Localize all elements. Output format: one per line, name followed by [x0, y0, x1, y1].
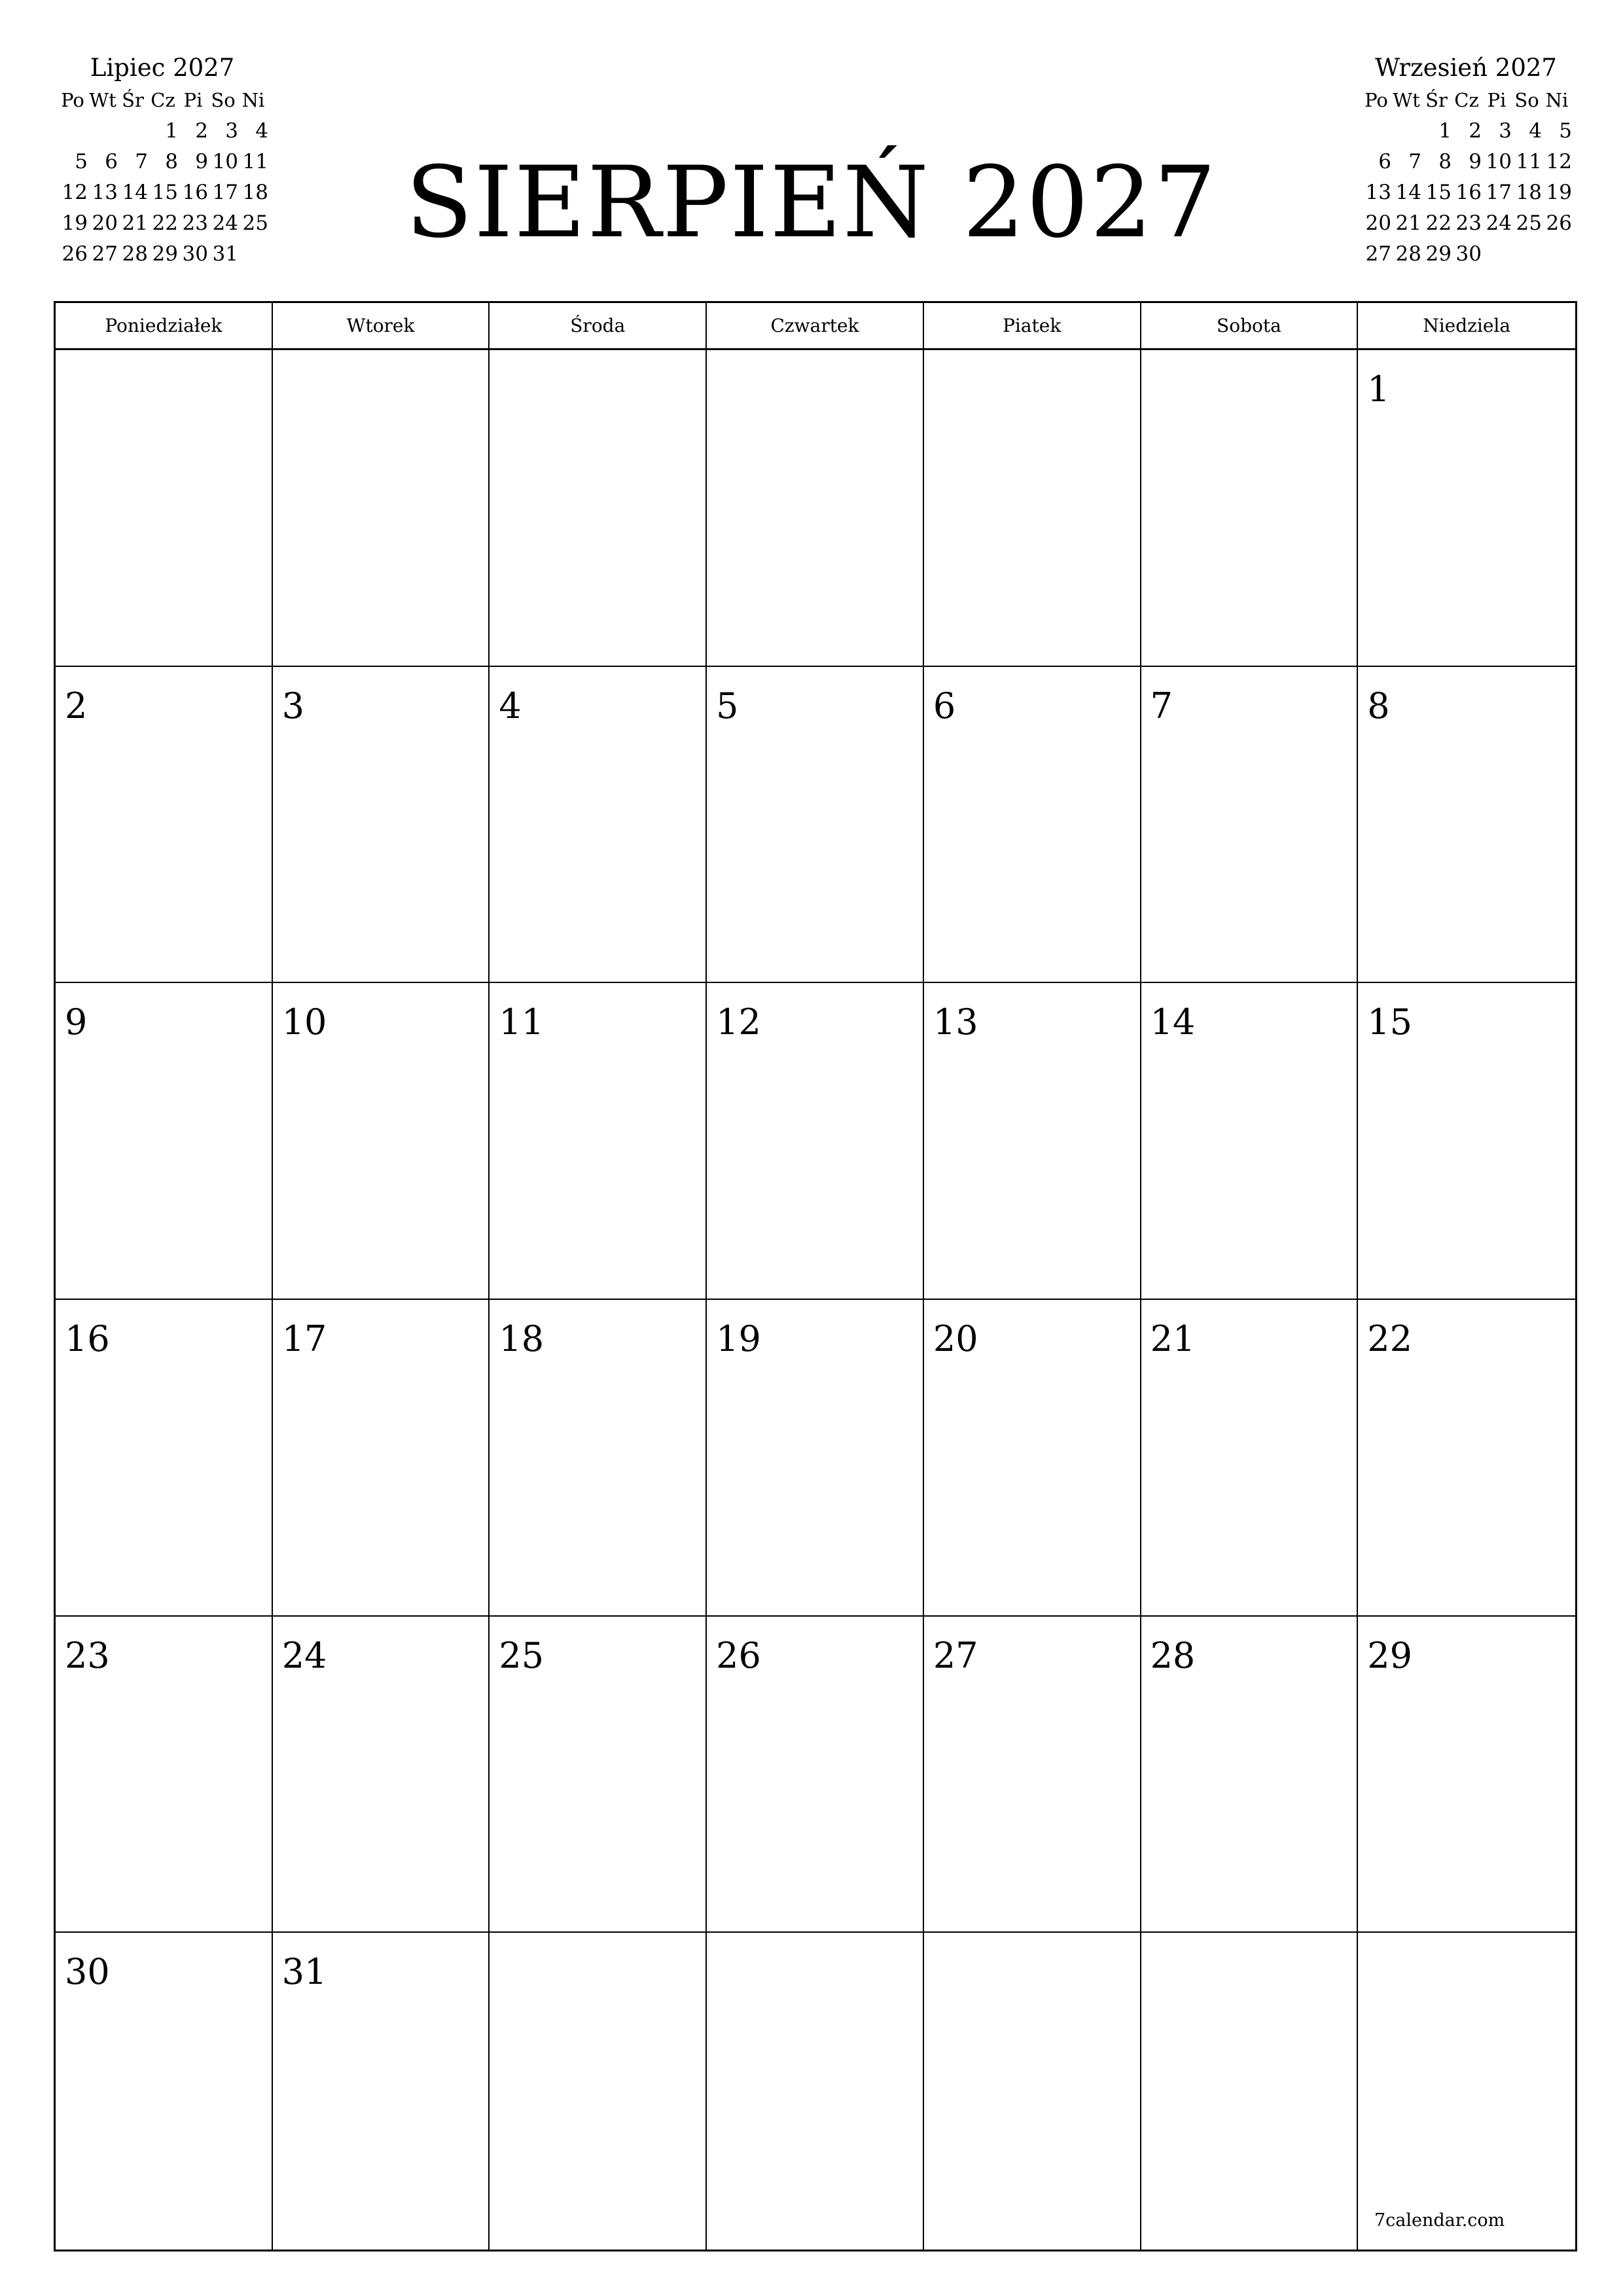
mini-day: 11	[1516, 150, 1542, 173]
mini-day: 23	[182, 211, 208, 235]
day-cell	[56, 667, 273, 984]
day-number: 1	[1367, 368, 1390, 410]
mini-day: 3	[225, 119, 238, 143]
day-cell	[924, 350, 1141, 667]
day-cell	[56, 350, 273, 667]
mini-day: 2	[195, 119, 208, 143]
day-number: 6	[933, 685, 956, 726]
mini-day: 29	[152, 242, 178, 266]
day-cell	[490, 1300, 707, 1617]
mini-day: 20	[92, 211, 118, 235]
day-cell	[1141, 350, 1359, 667]
weekday-header: Sobota	[1141, 303, 1359, 348]
mini-day: 19	[62, 211, 88, 235]
weekday-header: Wtorek	[273, 303, 490, 348]
weekday-header: Poniedziałek	[56, 303, 273, 348]
day-number: 17	[281, 1318, 327, 1359]
day-cell	[273, 1300, 490, 1617]
mini-day: 20	[1365, 211, 1391, 235]
page-title: SIERPIEŃ 2027	[405, 146, 1218, 260]
day-cell	[273, 1933, 490, 2250]
day-cell	[1358, 983, 1575, 1300]
mini-day: 6	[1378, 150, 1391, 173]
mini-weekday: Ni	[1545, 89, 1569, 111]
day-number: 21	[1150, 1318, 1196, 1359]
day-cell	[1141, 1933, 1359, 2250]
day-cell	[707, 667, 924, 984]
mini-weekday: Cz	[1454, 89, 1479, 111]
day-cell	[56, 1300, 273, 1617]
mini-day: 27	[92, 242, 118, 266]
mini-day: 1	[1438, 119, 1452, 143]
mini-weekday: Śr	[122, 89, 144, 111]
day-cell	[924, 1933, 1141, 2250]
day-cell	[924, 983, 1141, 1300]
mini-day: 30	[182, 242, 208, 266]
day-cell	[273, 1617, 490, 1933]
mini-day: 2	[1469, 119, 1482, 143]
mini-day: 1	[165, 119, 178, 143]
mini-weekday: Wt	[1393, 89, 1420, 111]
mini-day: 17	[1486, 181, 1512, 204]
mini-day: 30	[1455, 242, 1482, 266]
day-number: 7	[1150, 685, 1173, 726]
mini-day: 9	[195, 150, 208, 173]
mini-day: 26	[1546, 211, 1572, 235]
day-cell	[707, 983, 924, 1300]
day-cell	[273, 983, 490, 1300]
mini-day: 17	[212, 181, 238, 204]
mini-weekday: Śr	[1425, 89, 1448, 111]
mini-day: 28	[1395, 242, 1421, 266]
mini-day: 11	[242, 150, 268, 173]
day-number: 25	[499, 1634, 544, 1676]
day-cell	[1358, 1617, 1575, 1933]
weekday-header: Czwartek	[707, 303, 924, 348]
day-number: 8	[1367, 685, 1390, 726]
day-cell	[490, 983, 707, 1300]
mini-day: 18	[242, 181, 268, 204]
day-number: 23	[65, 1634, 110, 1676]
mini-day: 5	[1559, 119, 1572, 143]
day-number: 14	[1150, 1001, 1196, 1043]
mini-day: 7	[135, 150, 148, 173]
mini-day: 10	[212, 150, 238, 173]
mini-day: 9	[1469, 150, 1482, 173]
day-cell	[273, 350, 490, 667]
day-number: 27	[933, 1634, 978, 1676]
day-number: 3	[281, 685, 305, 726]
day-cell	[707, 1933, 924, 2250]
day-number: 29	[1367, 1634, 1412, 1676]
day-cell	[1358, 350, 1575, 667]
day-cell	[56, 1933, 273, 2250]
mini-day: 5	[75, 150, 88, 173]
mini-weekday: So	[211, 89, 236, 111]
mini-day: 24	[212, 211, 238, 235]
day-cell	[1141, 983, 1359, 1300]
mini-day: 22	[152, 211, 178, 235]
mini-day: 27	[1365, 242, 1391, 266]
mini-day: 13	[92, 181, 118, 204]
mini-calendar-title: Wrzesień 2027	[1375, 54, 1557, 82]
day-number: 11	[499, 1001, 544, 1043]
mini-day: 10	[1486, 150, 1512, 173]
mini-day: 3	[1499, 119, 1512, 143]
mini-day: 15	[152, 181, 178, 204]
month-calendar	[54, 301, 1577, 2251]
day-number: 19	[716, 1318, 761, 1359]
mini-day: 31	[212, 242, 238, 266]
day-number: 2	[65, 685, 88, 726]
day-cell	[1141, 1617, 1359, 1933]
day-cell	[273, 667, 490, 984]
mini-day: 26	[62, 242, 88, 266]
day-number: 16	[65, 1318, 110, 1359]
mini-weekday: Cz	[151, 89, 175, 111]
day-cell	[924, 1300, 1141, 1617]
weekday-header: Niedziela	[1423, 315, 1511, 336]
day-cell	[924, 1617, 1141, 1933]
mini-weekday: Pi	[1487, 89, 1507, 111]
mini-day: 16	[182, 181, 208, 204]
mini-day: 23	[1455, 211, 1482, 235]
day-number: 12	[716, 1001, 761, 1043]
mini-day: 7	[1408, 150, 1421, 173]
day-number: 26	[716, 1634, 761, 1676]
day-cell	[1141, 667, 1359, 984]
day-number: 10	[281, 1001, 327, 1043]
mini-day: 6	[105, 150, 118, 173]
day-number: 20	[933, 1318, 978, 1359]
mini-day: 24	[1486, 211, 1512, 235]
day-cell	[56, 983, 273, 1300]
day-number: 22	[1367, 1318, 1412, 1359]
mini-calendar-title: Lipiec 2027	[90, 54, 235, 82]
mini-weekday: Ni	[241, 89, 265, 111]
mini-day: 18	[1516, 181, 1542, 204]
weekday-header: Środa	[490, 303, 707, 348]
site-credit: 7calendar.com	[1374, 2210, 1505, 2231]
day-number: 30	[65, 1951, 110, 1993]
mini-day: 21	[122, 211, 148, 235]
day-cell	[707, 1300, 924, 1617]
day-cell	[1358, 667, 1575, 984]
day-number: 9	[65, 1001, 88, 1043]
day-cell	[707, 1617, 924, 1933]
mini-day: 16	[1455, 181, 1482, 204]
mini-weekday: Po	[1364, 89, 1388, 111]
mini-weekday: Pi	[183, 89, 203, 111]
day-number: 4	[499, 685, 522, 726]
mini-day: 12	[62, 181, 88, 204]
weekday-header: Piatek	[924, 303, 1141, 348]
mini-day: 29	[1425, 242, 1452, 266]
day-grid	[56, 350, 1575, 2250]
mini-day: 4	[255, 119, 268, 143]
day-cell	[1141, 1300, 1359, 1617]
mini-day: 22	[1425, 211, 1452, 235]
mini-weekday: Wt	[89, 89, 116, 111]
mini-day: 8	[165, 150, 178, 173]
day-cell	[1358, 1933, 1575, 2250]
mini-day: 4	[1529, 119, 1542, 143]
mini-day: 14	[122, 181, 148, 204]
mini-day: 14	[1395, 181, 1421, 204]
mini-day: 12	[1546, 150, 1572, 173]
mini-day: 21	[1395, 211, 1421, 235]
day-cell	[490, 1933, 707, 2250]
day-cell	[490, 1617, 707, 1933]
day-cell	[707, 350, 924, 667]
day-number: 24	[281, 1634, 327, 1676]
day-number: 31	[281, 1951, 327, 1993]
mini-day: 25	[242, 211, 268, 235]
day-number: 13	[933, 1001, 978, 1043]
mini-day: 19	[1546, 181, 1572, 204]
weekday-header-row	[56, 303, 1575, 350]
mini-day: 13	[1365, 181, 1391, 204]
day-cell	[1358, 1300, 1575, 1617]
mini-day: 25	[1516, 211, 1542, 235]
day-cell	[490, 667, 707, 984]
day-number: 18	[499, 1318, 544, 1359]
day-cell	[924, 667, 1141, 984]
day-number: 15	[1367, 1001, 1412, 1043]
mini-day: 28	[122, 242, 148, 266]
day-number: 5	[716, 685, 739, 726]
day-number: 28	[1150, 1634, 1196, 1676]
mini-day: 8	[1438, 150, 1452, 173]
day-cell	[56, 1617, 273, 1933]
day-cell	[490, 350, 707, 667]
mini-day: 15	[1425, 181, 1452, 204]
mini-weekday: Po	[61, 89, 84, 111]
mini-weekday: So	[1514, 89, 1539, 111]
